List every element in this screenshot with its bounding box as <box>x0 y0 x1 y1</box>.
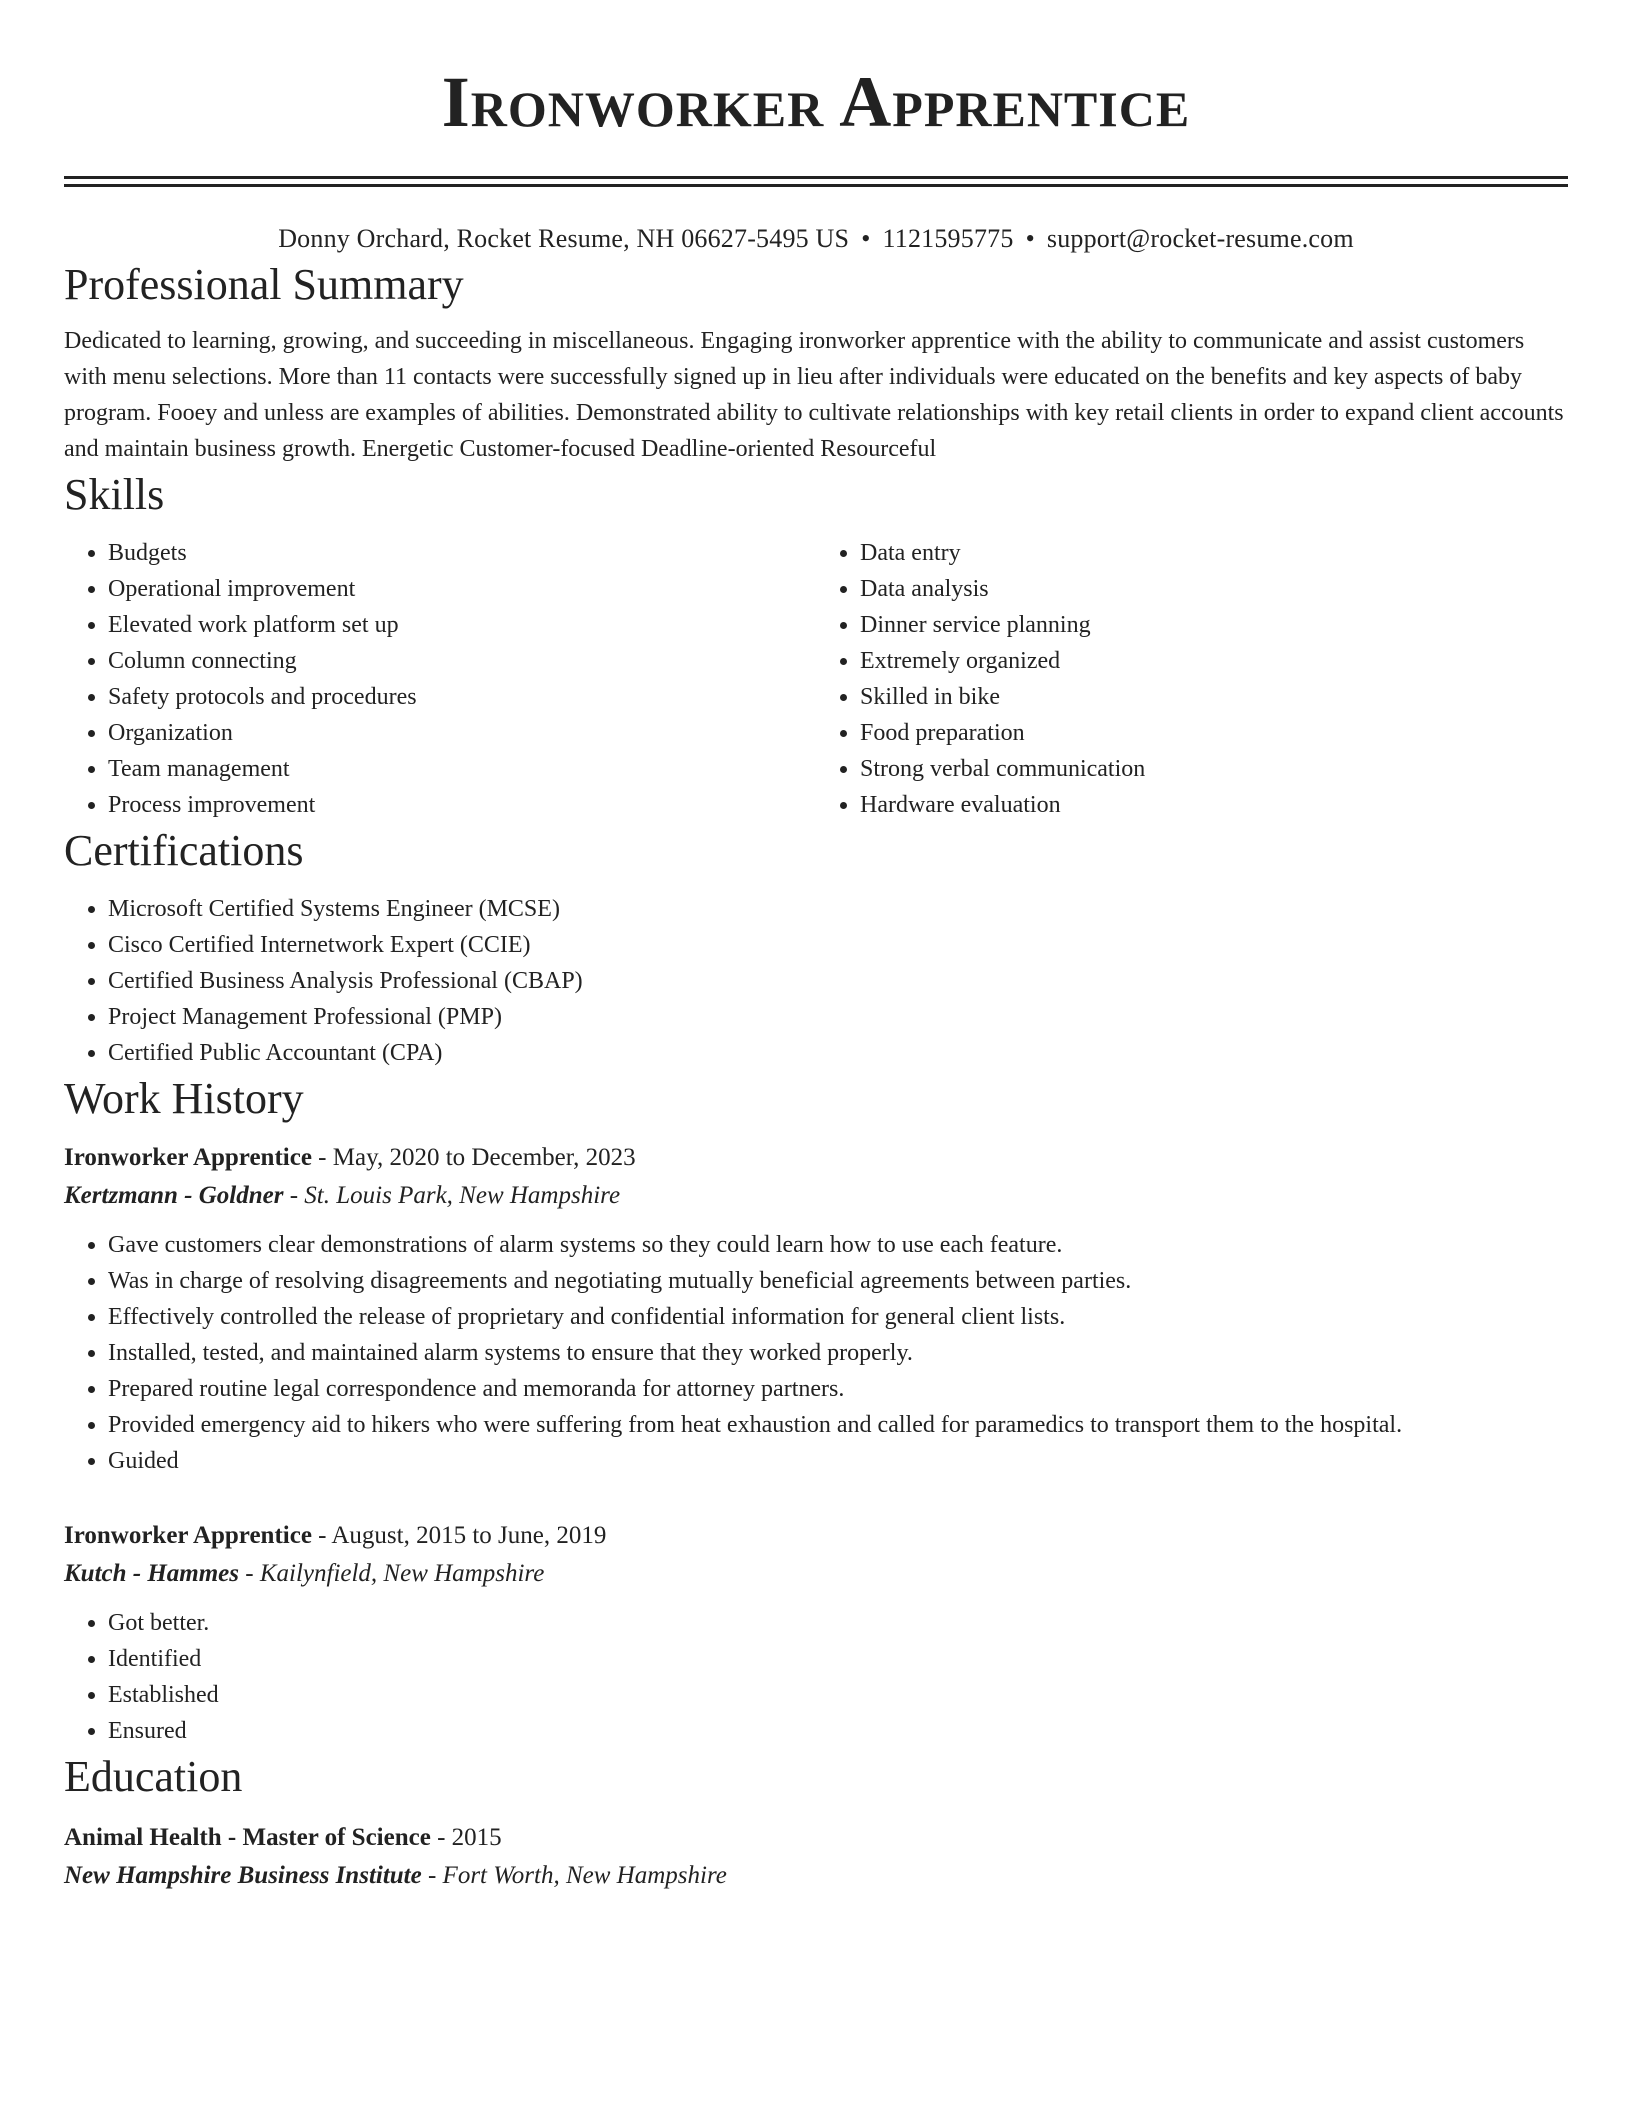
job-title-line <box>64 1517 1568 1555</box>
list-item: • Process improvement <box>108 787 816 823</box>
list-item: • Food preparation <box>860 715 1568 751</box>
list-item: • Effectively controlled the release of proprietary and confidential information for general client lists. <box>108 1299 1568 1335</box>
list-item: • Certified Public Accountant (CPA) <box>108 1035 1568 1071</box>
list-item: • Got better. <box>108 1605 1568 1641</box>
job-entry <box>64 1139 1568 1479</box>
graduation-year: - 2015 <box>437 1824 502 1851</box>
certifications-list <box>64 891 1568 1071</box>
contact-separator: • <box>1025 224 1035 253</box>
list-item: • Data analysis <box>860 571 1568 607</box>
company-location: - St. Louis Park, New Hampshire <box>289 1182 621 1209</box>
list-item: • Project Management Professional (PMP) <box>108 999 1568 1035</box>
list-item: • Hardware evaluation <box>860 787 1568 823</box>
skills-columns <box>64 535 1568 823</box>
school-name: New Hampshire Business Institute <box>64 1862 422 1889</box>
skills-heading: Skills <box>64 470 165 519</box>
job-dates: - May, 2020 to December, 2023 <box>318 1144 636 1171</box>
list-item: • Microsoft Certified Systems Engineer (MCSE) <box>108 891 1568 927</box>
company-line <box>64 1177 1568 1215</box>
work-history-heading: Work History <box>64 1074 304 1123</box>
list-item: • Provided emergency aid to hikers who were suffering from heat exhaustion and called for paramedics to transport them to the hospital. <box>108 1407 1568 1443</box>
list-item: • Dinner service planning <box>860 607 1568 643</box>
contact-email[interactable]: support@rocket-resume.com <box>1046 224 1354 253</box>
contact-separator: • <box>861 224 871 253</box>
degree: Animal Health - Master of Science <box>64 1824 431 1851</box>
degree-line <box>64 1819 1568 1857</box>
list-item: • Team management <box>108 751 816 787</box>
company-line <box>64 1555 1568 1593</box>
job-entry <box>64 1517 1568 1749</box>
list-item: • Gave customers clear demonstrations of alarm systems so they could learn how to use each feature. <box>108 1227 1568 1263</box>
skills-right-list <box>816 535 1568 823</box>
job-title: Ironworker Apprentice <box>64 1144 312 1171</box>
list-item: • Strong verbal communication <box>860 751 1568 787</box>
job-bullets <box>64 1227 1568 1479</box>
job-dates: - August, 2015 to June, 2019 <box>318 1522 607 1549</box>
list-item: • Organization <box>108 715 816 751</box>
company-name: Kertzmann - Goldner <box>64 1182 284 1209</box>
list-item: • Installed, tested, and maintained alarm systems to ensure that they worked properly. <box>108 1335 1568 1371</box>
list-item: • Identified <box>108 1641 1568 1677</box>
list-item: • Operational improvement <box>108 571 816 607</box>
resume-title: Ironworker Apprentice <box>441 62 1191 142</box>
company-location: - Kailynfield, New Hampshire <box>245 1560 545 1587</box>
list-item: • Was in charge of resolving disagreements and negotiating mutually beneficial agreements between parties. <box>108 1263 1568 1299</box>
list-item: • Prepared routine legal correspondence and memoranda for attorney partners. <box>108 1371 1568 1407</box>
list-item: • Extremely organized <box>860 643 1568 679</box>
summary-heading: Professional Summary <box>64 260 464 309</box>
certifications-heading: Certifications <box>64 826 304 875</box>
list-item: • Skilled in bike <box>860 679 1568 715</box>
list-item: • Certified Business Analysis Professional (CBAP) <box>108 963 1568 999</box>
list-item: • Guided <box>108 1443 1568 1479</box>
job-title: Ironworker Apprentice <box>64 1522 312 1549</box>
title-double-rule <box>64 176 1568 187</box>
list-item: • Budgets <box>108 535 816 571</box>
skills-left-list <box>64 535 816 823</box>
list-item: • Data entry <box>860 535 1568 571</box>
list-item: • Safety protocols and procedures <box>108 679 816 715</box>
summary-text: Dedicated to learning, growing, and succeeding in miscellaneous. Engaging ironworker apprentice with the ability to communicate and assist customers with menu selections. More than 11 contacts were successfully signed up in lieu after individuals were educated on the benefits and key aspects of baby program. Fooey and unless are examples of abilities. Demonstrated ability to cultivate relationships with key retail clients in order to expand client accounts and maintain business growth. Energetic Customer-focused Deadline-oriented Resourceful <box>64 328 1564 462</box>
list-item: • Cisco Certified Internetwork Expert (CCIE) <box>108 927 1568 963</box>
school-location: - Fort Worth, New Hampshire <box>427 1862 727 1889</box>
contact-address: Donny Orchard, Rocket Resume, NH 06627-5495 US <box>278 224 850 253</box>
list-item: • Column connecting <box>108 643 816 679</box>
education-heading: Education <box>64 1752 243 1801</box>
job-bullets <box>64 1605 1568 1749</box>
contact-line <box>64 221 1568 257</box>
list-item: • Established <box>108 1677 1568 1713</box>
list-item: • Elevated work platform set up <box>108 607 816 643</box>
company-name: Kutch - Hammes <box>64 1560 240 1587</box>
job-title-line <box>64 1139 1568 1177</box>
contact-phone: 1121595775 <box>882 224 1014 253</box>
list-item: • Ensured <box>108 1713 1568 1749</box>
school-line <box>64 1857 1568 1895</box>
